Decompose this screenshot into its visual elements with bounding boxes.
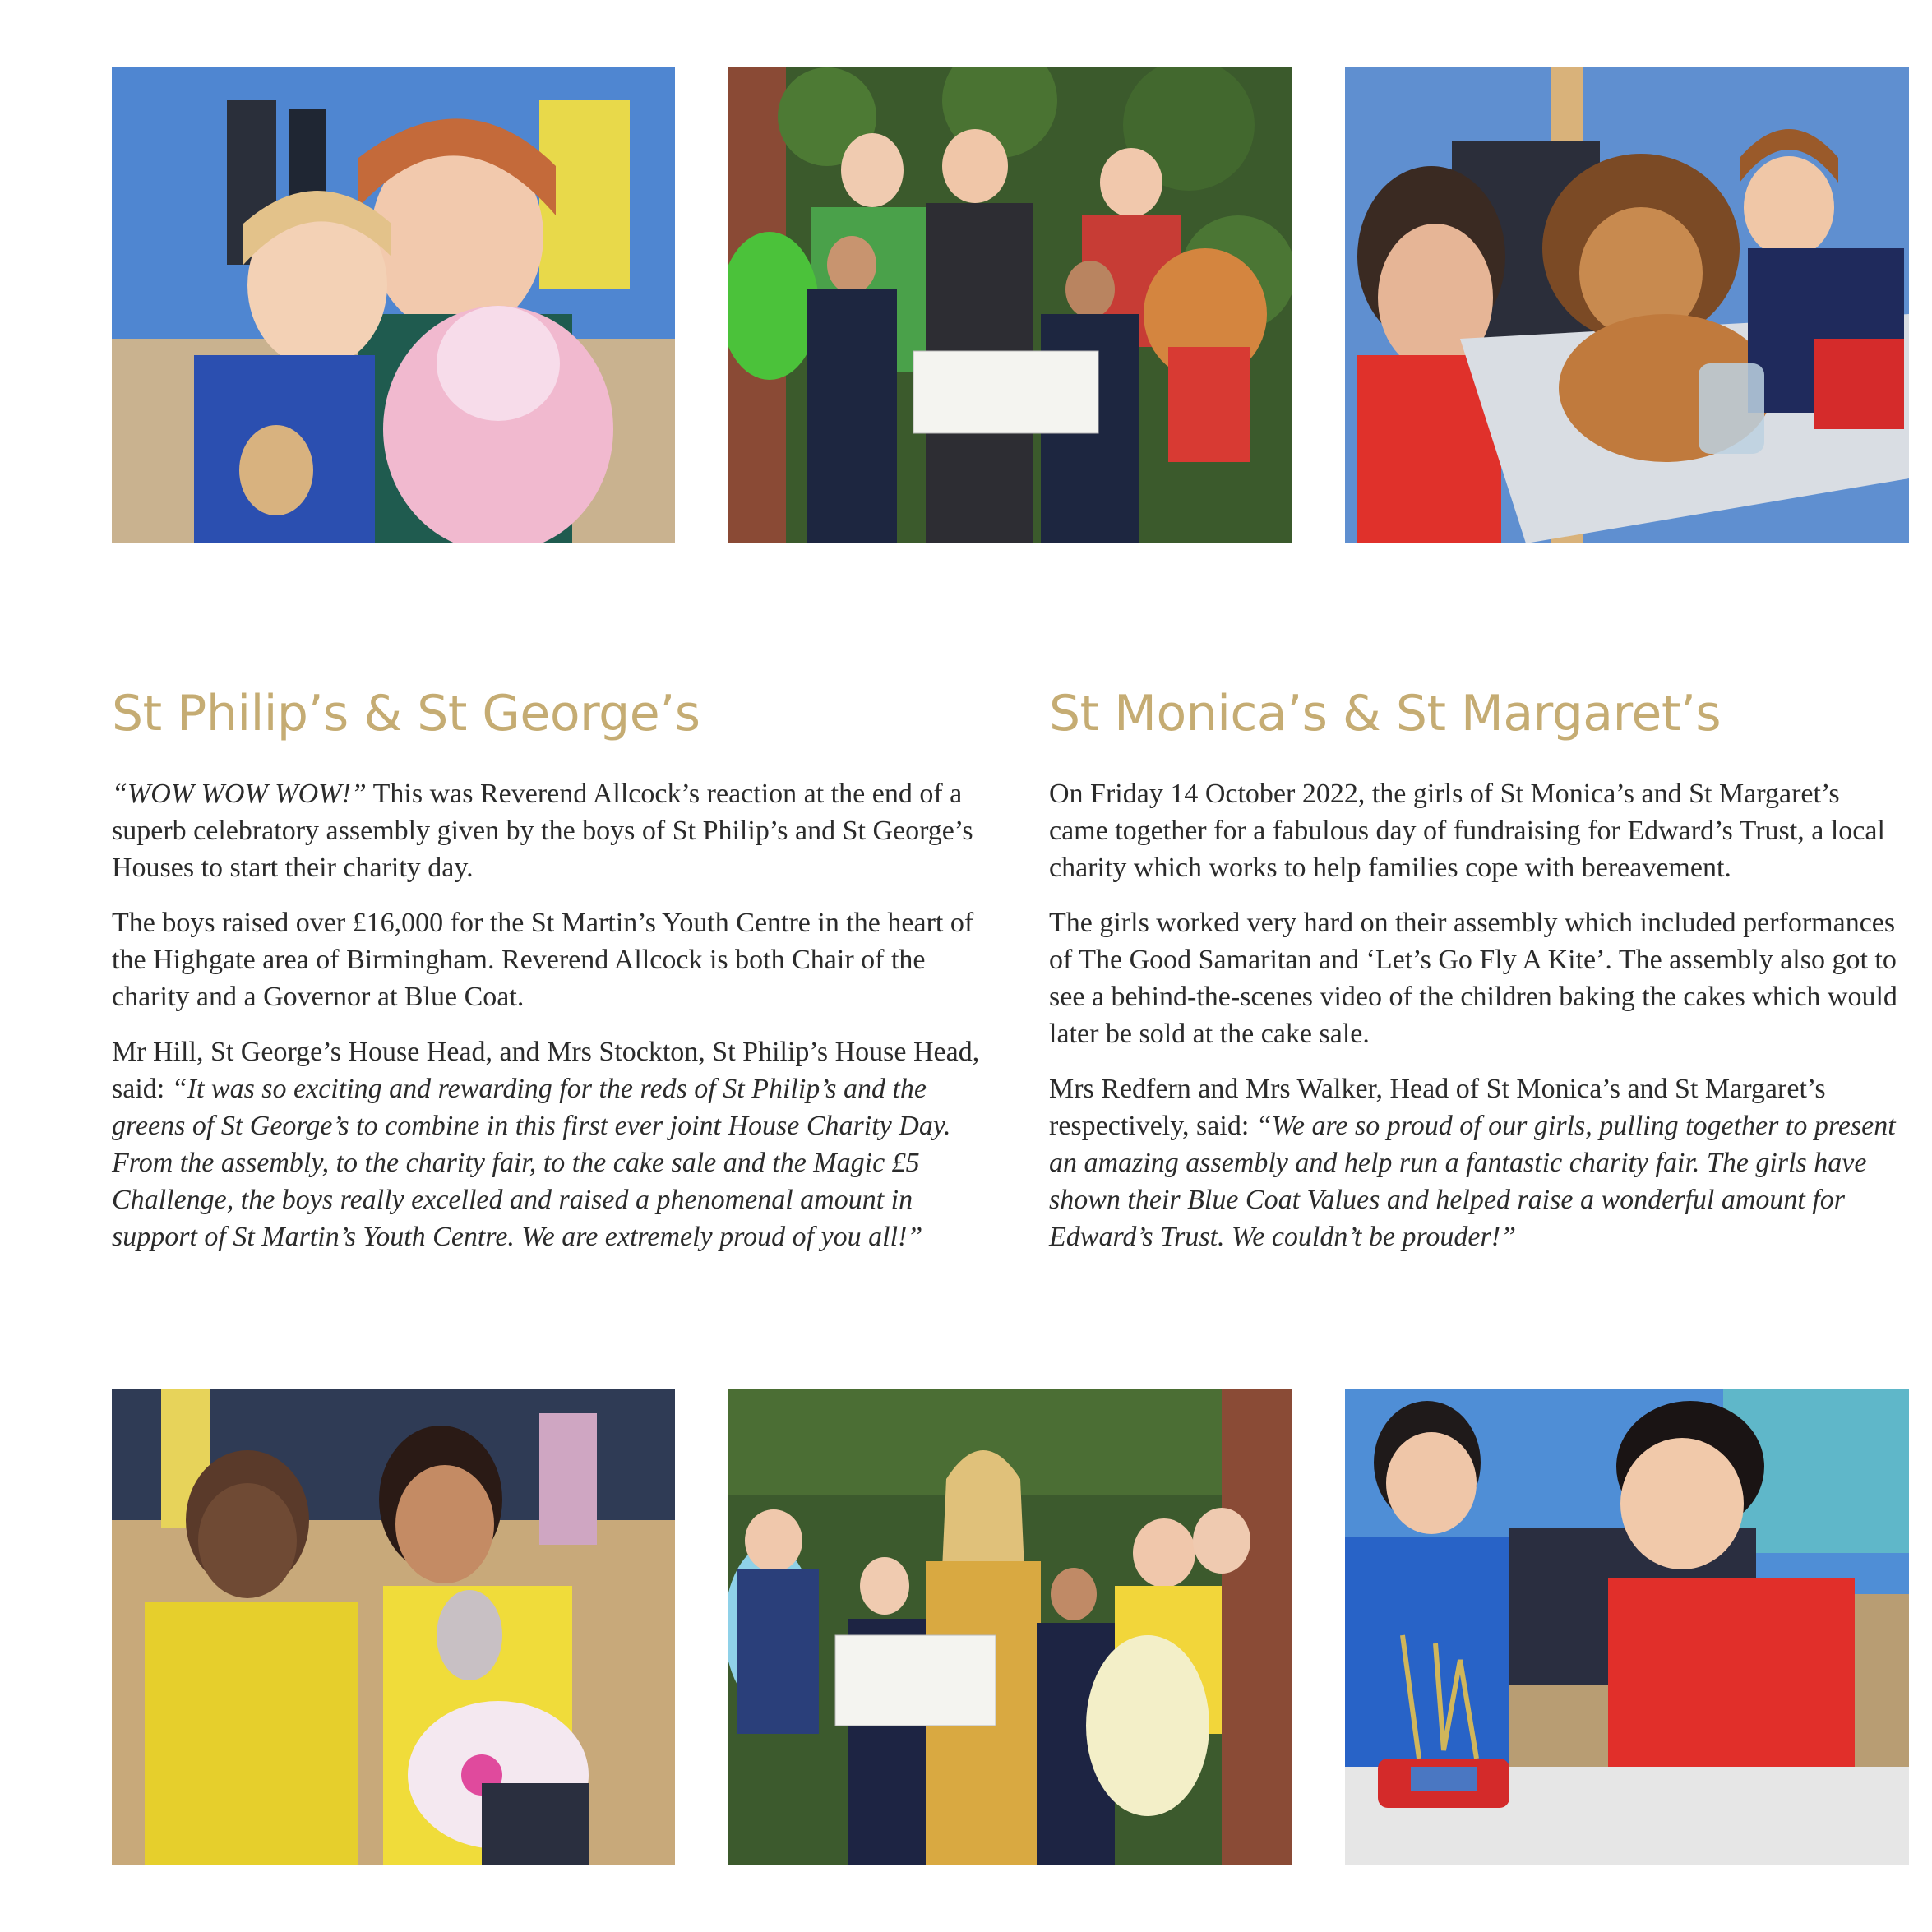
quote-text: “WOW WOW WOW!” [112,779,367,809]
paragraph: On Friday 14 October 2022, the girls of St Monica’s and St Margaret’s came together for a fabulous day of fundraising for Edward’s Trust, a local charity which works to help families cope with bereavement. [1049,779,1885,883]
section-st-philips-st-georges [112,686,983,1273]
photo-cheque-presentation-girls [728,1389,1292,1865]
photo-girls-sports-hall [112,1389,675,1865]
photo-boy-buzz-wire-game [1345,1389,1909,1865]
photo-boys-lion-toy [1345,67,1909,543]
paragraph [112,775,983,886]
paragraph [112,1033,983,1255]
paragraph-text: This was Reverend Allcock’s reaction at the end of a superb celebratory assembly given by the boys of St Philip’s and St George’s Houses to start their charity day. [112,779,973,883]
photo-girls-with-soft-toys [112,67,675,543]
section-heading: St Philip’s & St George’s [112,685,700,742]
paragraph-text: Mrs Redfern and Mrs Walker, Head of St Monica’s and St Margaret’s respectively, said: [1049,1074,1826,1141]
paragraph [1049,1070,1904,1255]
section-st-monicas-st-margarets [1049,686,1904,1273]
section-heading: St Monica’s & St Margaret’s [1049,685,1722,742]
paragraph-text: Mr Hill, St George’s House Head, and Mrs Stockton, St Philip’s House Head, said: [112,1037,980,1104]
photo-cheque-presentation-boys [728,67,1292,543]
quote-text: “We are so proud of our girls, pulling together to present an amazing assembly and help run a fantastic charity fair. The girls have shown their Blue Coat Values and helped raise a wonderful amount for Edward’s Trust. We couldn’t be prouder!” [1049,1111,1896,1252]
quote-text: “It was so exciting and rewarding for the reds of St Philip’s and the greens of St George’s to combine in this first ever joint House Charity Day. From the assembly, to the charity fair, to the cake sale and the Magic £5 Challenge, the boys really excelled and raised a phenomenal amount in support of St Martin’s Youth Centre. We are extremely proud of you all!” [112,1074,951,1252]
paragraph: The boys raised over £16,000 for the St Martin’s Youth Centre in the heart of the Highgate area of Birmingham. Reverend Allcock is both Chair of the charity and a Governor at Blue Coat. [112,908,974,1012]
paragraph: The girls worked very hard on their assembly which included performances of The Good Samaritan and ‘Let’s Go Fly A Kite’. The assembly also got to see a behind-the-scenes video of the children baking the cakes which would later be sold at the cake sale. [1049,908,1897,1049]
